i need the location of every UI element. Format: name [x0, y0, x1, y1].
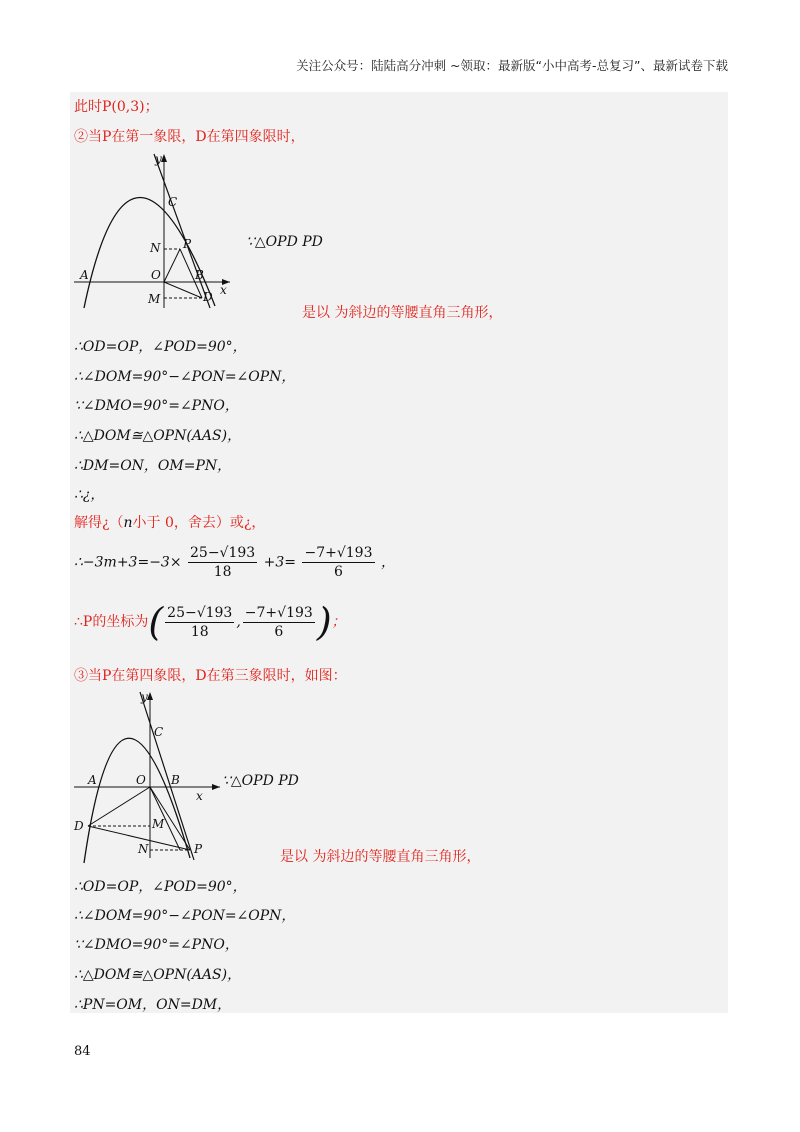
p-coordinates: ∴P的坐标为( $\frac{25-√193}{18}$ , $\frac{-7+√193}{6}$ )；: [74, 600, 346, 644]
page-header: 关注公众号：陆陆高分冲刺 ~领取：最新版“小中高考-总复习”、最新试卷下载: [296, 58, 728, 73]
eq2-num2: −7+√193: [244, 604, 313, 621]
eq2-end: ；: [331, 614, 346, 630]
eq2-fraction-1: [165, 604, 234, 641]
page-number: 84: [74, 1044, 91, 1059]
eq2-num1: 25−√193: [167, 604, 233, 621]
case-2-aside-2: 是以 为斜边的等腰直角三角形，: [302, 305, 503, 321]
solve-prefix: 解得¿（: [74, 515, 124, 531]
fig1-label-n: N: [150, 241, 161, 255]
fig2-label-a: A: [88, 773, 97, 787]
fig2-label-o: O: [136, 773, 146, 787]
eq2-fraction-2: [243, 604, 315, 641]
case-2-step-6: ∴¿，: [74, 487, 105, 503]
fig1-label-c: C: [168, 195, 178, 209]
case-2-step-1: ∴OD=OP，∠POD=90°，: [74, 339, 247, 355]
case-3-heading: ③当P在第四象限，D在第三象限时，如图：: [74, 668, 347, 684]
figure-case-2: [70, 148, 245, 313]
fig2-label-c: C: [154, 725, 164, 739]
eq1-den1: 18: [213, 564, 232, 580]
right-paren: ): [316, 600, 332, 644]
case-3-step-4: ∴△DOM≅△OPN(AAS)，: [74, 967, 242, 983]
eq1-num2: −7+√193: [304, 545, 373, 561]
eq1-fraction-2: [302, 544, 374, 581]
fig1-label-a: A: [80, 268, 89, 282]
fig2-label-x: x: [196, 789, 203, 803]
line-p-value: 此时P(0,3)；: [74, 99, 159, 115]
eq2-left: ∴P的坐标为: [74, 614, 149, 630]
case-2-step-4: ∴△DOM≅△OPN(AAS)，: [74, 428, 242, 444]
fig2-label-p: P: [194, 842, 203, 856]
eq1-mid: +3=: [263, 554, 297, 571]
solve-suffix: 小于 0，舍去）或¿，: [132, 515, 266, 531]
fig1-label-p: P: [183, 237, 192, 251]
eq1-fraction-1: [188, 544, 257, 581]
eq1-left: ∴−3m+3=−3×: [74, 554, 182, 571]
eq2-den2: 6: [274, 623, 284, 640]
case-2-heading: ②当P在第一象限，D在第四象限时，: [74, 129, 305, 145]
fig1-label-m: M: [148, 292, 161, 306]
fig1-label-y: y: [155, 152, 162, 166]
eq1-den2: 6: [334, 564, 343, 580]
fig2-label-m: M: [152, 817, 165, 831]
figure-case-3: [70, 688, 245, 866]
case-3-aside-1: ∵△OPD PD: [222, 773, 299, 789]
case-3-aside-2: 是以 为斜边的等腰直角三角形，: [280, 849, 481, 865]
fig1-label-d: D: [203, 290, 213, 304]
equation-m: [74, 544, 395, 581]
fig2-label-n: N: [138, 842, 149, 856]
case-2-step-5: ∴DM=ON，OM=PN，: [74, 458, 232, 474]
case-3-step-5: ∴PN=OM，ON=DM，: [74, 997, 232, 1013]
case-2-solve-line: [74, 514, 265, 532]
eq2-den1: 18: [190, 623, 209, 640]
fig1-label-o: O: [151, 268, 161, 282]
case-3-step-3: ∵∠DMO=90°=∠PNO，: [74, 937, 239, 953]
case-3-step-1: ∴OD=OP，∠POD=90°，: [74, 879, 247, 895]
fig2-label-d: D: [74, 819, 84, 833]
case-2-aside-1: ∵△OPD PD: [246, 234, 323, 250]
eq1-end: ，: [380, 554, 395, 571]
fig2-label-b: B: [171, 773, 180, 787]
fig1-label-x: x: [220, 283, 227, 297]
eq1-num1: 25−√193: [190, 545, 256, 561]
case-2-step-2: ∴∠DOM=90°−∠PON=∠OPN，: [74, 369, 296, 385]
left-paren: (: [148, 600, 164, 644]
case-3-step-2: ∴∠DOM=90°−∠PON=∠OPN，: [74, 908, 296, 924]
case-2-step-3: ∵∠DMO=90°=∠PNO，: [74, 398, 239, 414]
solve-variable: n: [123, 515, 133, 531]
fig2-label-y: y: [141, 690, 148, 704]
fig1-label-b: B: [195, 268, 204, 282]
